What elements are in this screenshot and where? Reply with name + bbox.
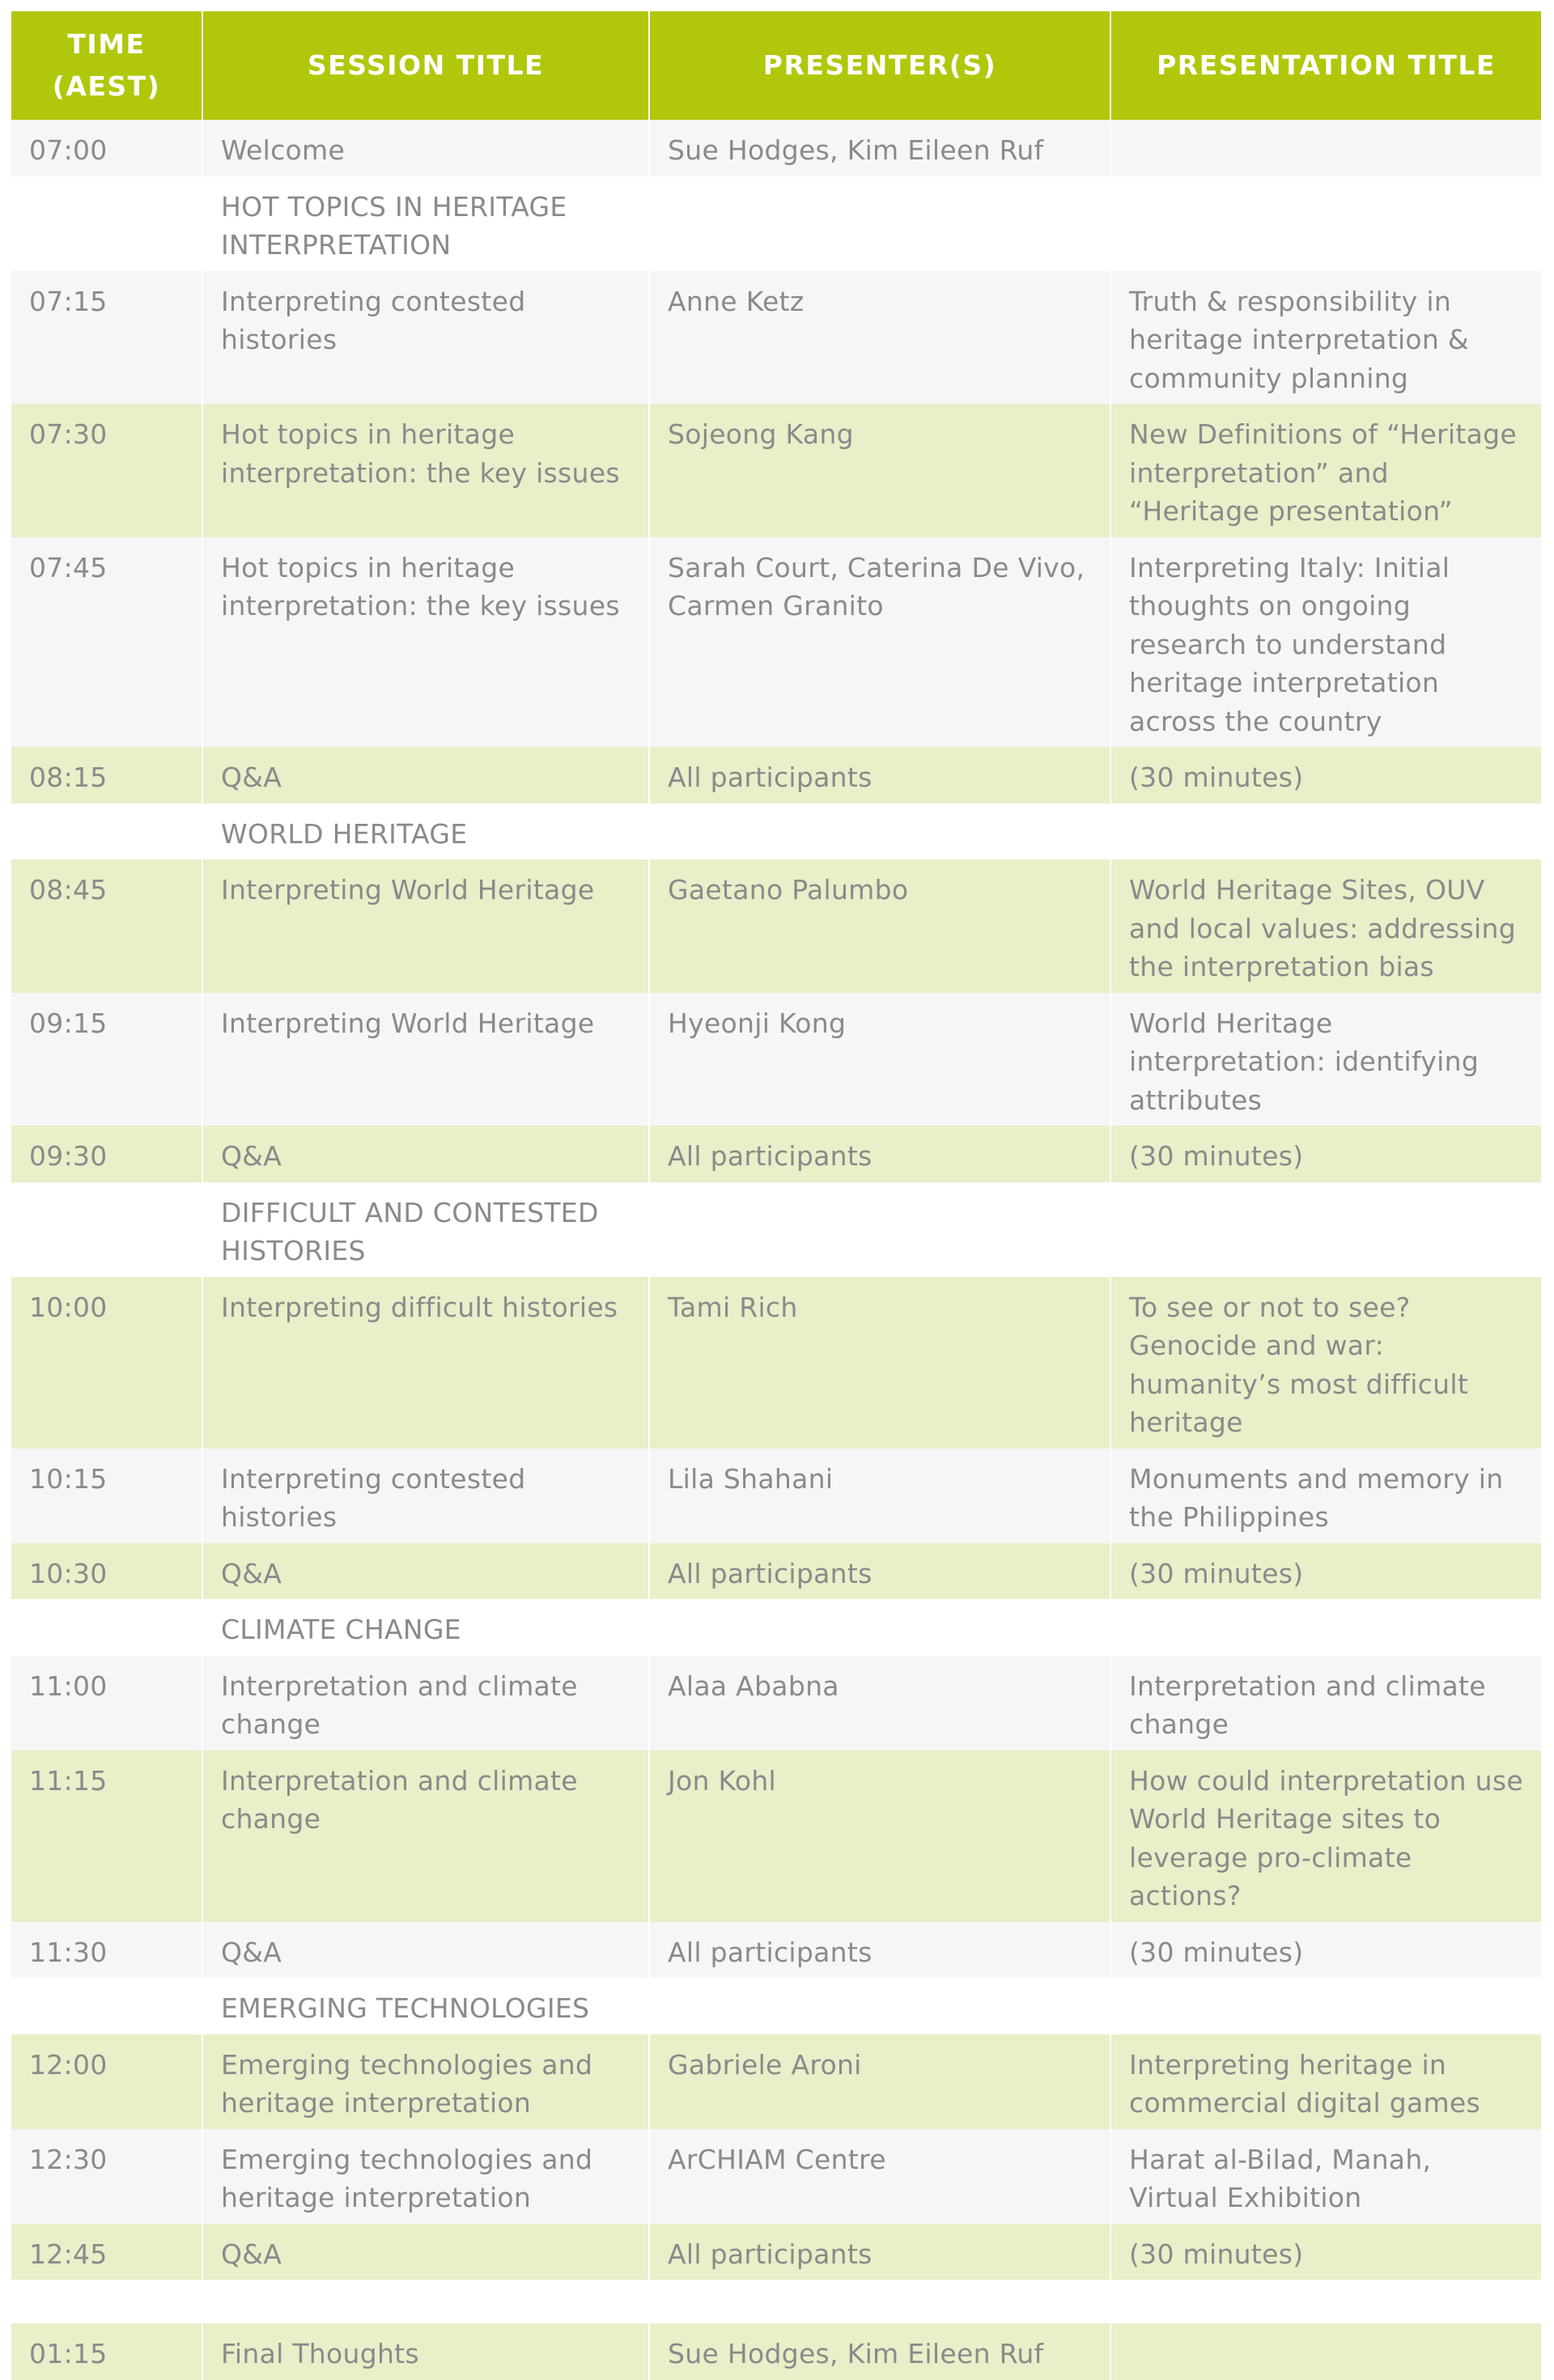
presenters-cell: Gaetano Palumbo [649, 859, 1110, 993]
presentation-title-cell: World Heritage interpretation: identifying attributes [1110, 993, 1541, 1126]
section-label: DIFFICULT AND CONTESTED HISTORIES [202, 1182, 649, 1277]
schedule-table [11, 11, 1541, 2380]
presentation-title-cell: Harat al-Bilad, Manah, Virtual Exhibition [1110, 2129, 1541, 2224]
time-cell: 07:30 [11, 404, 202, 537]
table-row [11, 747, 1541, 804]
table-row [11, 2034, 1541, 2129]
table-row [11, 2224, 1541, 2280]
table-row [11, 404, 1541, 537]
section-filler-cell [649, 1978, 1541, 2034]
section-empty-cell [11, 1599, 202, 1656]
time-cell: 07:45 [11, 537, 202, 748]
presenters-cell: Alaa Ababna [649, 1656, 1110, 1750]
table-row [11, 120, 1541, 176]
time-cell: 08:45 [11, 859, 202, 993]
presenters-cell: All participants [649, 2224, 1110, 2280]
time-cell: 12:30 [11, 2129, 202, 2224]
session-cell: Hot topics in heritage interpretation: the key issues [202, 537, 649, 748]
header-session-title: SESSION TITLE [202, 11, 649, 120]
section-label: CLIMATE CHANGE [202, 1599, 649, 1656]
section-empty-cell [11, 1978, 202, 2034]
presenters-cell: All participants [649, 747, 1110, 804]
table-body [11, 120, 1541, 2380]
section-label: WORLD HERITAGE [202, 804, 649, 860]
header-row [11, 11, 1541, 120]
presentation-title-cell: How could interpretation use World Heritage sites to leverage pro-climate actions? [1110, 1750, 1541, 1922]
session-cell: Interpretation and climate change [202, 1750, 649, 1922]
presenters-cell: Tami Rich [649, 1277, 1110, 1449]
time-cell: 10:15 [11, 1449, 202, 1543]
presentation-title-cell: (30 minutes) [1110, 1922, 1541, 1979]
time-cell: 11:15 [11, 1750, 202, 1922]
header-presentation-title: PRESENTATION TITLE [1110, 11, 1541, 120]
session-cell: Q&A [202, 747, 649, 804]
section-filler-cell [649, 1182, 1541, 1277]
session-cell: Interpreting contested histories [202, 1449, 649, 1543]
table-row [11, 859, 1541, 993]
section-label: HOT TOPICS IN HERITAGE INTERPRETATION [202, 176, 649, 271]
time-cell: 07:15 [11, 271, 202, 405]
session-cell: Q&A [202, 1543, 649, 1600]
presentation-title-cell: Interpreting heritage in commercial digital games [1110, 2034, 1541, 2129]
session-cell: Emerging technologies and heritage interpretation [202, 2034, 649, 2129]
header-time [11, 11, 202, 120]
presentation-title-cell: World Heritage Sites, OUV and local values: addressing the interpretation bias [1110, 859, 1541, 993]
table-row [11, 2129, 1541, 2224]
session-cell: Interpreting difficult histories [202, 1277, 649, 1449]
presenters-cell: Sue Hodges, Kim Eileen Ruf [649, 2323, 1110, 2380]
section-filler-cell [649, 804, 1541, 860]
presentation-title-cell: Interpretation and climate change [1110, 1656, 1541, 1750]
section-header-row [11, 176, 1541, 271]
presenters-cell: Sojeong Kang [649, 404, 1110, 537]
presentation-title-cell: To see or not to see? Genocide and war: humanity’s most difficult heritage [1110, 1277, 1541, 1449]
time-cell: 11:00 [11, 1656, 202, 1750]
session-cell: Interpreting contested histories [202, 271, 649, 405]
time-cell: 10:00 [11, 1277, 202, 1449]
section-empty-cell [11, 1182, 202, 1277]
presenters-cell: All participants [649, 1543, 1110, 1600]
table-row [11, 1449, 1541, 1543]
header-time-line2: (AEST) [52, 70, 161, 102]
section-filler-cell [649, 1599, 1541, 1656]
presenters-cell: Anne Ketz [649, 271, 1110, 405]
time-cell: 12:00 [11, 2034, 202, 2129]
presentation-title-cell: (30 minutes) [1110, 2224, 1541, 2280]
section-empty-cell [11, 176, 202, 271]
session-cell: Hot topics in heritage interpretation: the key issues [202, 404, 649, 537]
presenters-cell: Sarah Court, Caterina De Vivo, Carmen Granito [649, 537, 1110, 748]
table-row [11, 993, 1541, 1126]
time-cell: 10:30 [11, 1543, 202, 1600]
session-cell: Q&A [202, 1126, 649, 1182]
presenters-cell: Gabriele Aroni [649, 2034, 1110, 2129]
time-cell: 01:15 [11, 2323, 202, 2380]
section-header-row [11, 804, 1541, 860]
table-row [11, 2323, 1541, 2380]
section-empty-cell [11, 804, 202, 860]
section-label: EMERGING TECHNOLOGIES [202, 1978, 649, 2034]
session-cell: Interpreting World Heritage [202, 993, 649, 1126]
table-row [11, 1922, 1541, 1979]
table-row [11, 1277, 1541, 1449]
time-cell: 09:30 [11, 1126, 202, 1182]
presenters-cell: Jon Kohl [649, 1750, 1110, 1922]
section-header-row [11, 1599, 1541, 1656]
session-cell: Welcome [202, 120, 649, 176]
presentation-title-cell [1110, 120, 1541, 176]
section-filler-cell [649, 176, 1541, 271]
presenters-cell: All participants [649, 1922, 1110, 1979]
table-row [11, 1543, 1541, 1600]
presentation-title-cell [1110, 2323, 1541, 2380]
header-time-line1: TIME [67, 28, 146, 60]
time-cell: 12:45 [11, 2224, 202, 2280]
presentation-title-cell: Monuments and memory in the Philippines [1110, 1449, 1541, 1543]
presentation-title-cell: Interpreting Italy: Initial thoughts on ongoing research to understand heritage interpretation across the country [1110, 537, 1541, 748]
table-row [11, 537, 1541, 748]
table-row [11, 1656, 1541, 1750]
time-cell: 09:15 [11, 993, 202, 1126]
presentation-title-cell: New Definitions of “Heritage interpretation” and “Heritage presentation” [1110, 404, 1541, 537]
header-presenters: PRESENTER(S) [649, 11, 1110, 120]
section-header-row [11, 1182, 1541, 1277]
presentation-title-cell: (30 minutes) [1110, 1126, 1541, 1182]
session-cell: Q&A [202, 1922, 649, 1979]
session-cell: Final Thoughts [202, 2323, 649, 2380]
presentation-title-cell: Truth & responsibility in heritage interpretation & community planning [1110, 271, 1541, 405]
time-cell: 08:15 [11, 747, 202, 804]
time-cell: 11:30 [11, 1922, 202, 1979]
presentation-title-cell: (30 minutes) [1110, 747, 1541, 804]
session-cell: Interpreting World Heritage [202, 859, 649, 993]
table-row [11, 1750, 1541, 1922]
presenters-cell: Sue Hodges, Kim Eileen Ruf [649, 120, 1110, 176]
session-cell: Q&A [202, 2224, 649, 2280]
table-row [11, 271, 1541, 405]
section-header-row [11, 1978, 1541, 2034]
session-cell: Emerging technologies and heritage interpretation [202, 2129, 649, 2224]
presentation-title-cell: (30 minutes) [1110, 1543, 1541, 1600]
table-row [11, 1126, 1541, 1182]
session-cell: Interpretation and climate change [202, 1656, 649, 1750]
presenters-cell: ArCHIAM Centre [649, 2129, 1110, 2224]
presenters-cell: Hyeonji Kong [649, 993, 1110, 1126]
presenters-cell: All participants [649, 1126, 1110, 1182]
time-cell: 07:00 [11, 120, 202, 176]
presenters-cell: Lila Shahani [649, 1449, 1110, 1543]
table-header [11, 11, 1541, 120]
